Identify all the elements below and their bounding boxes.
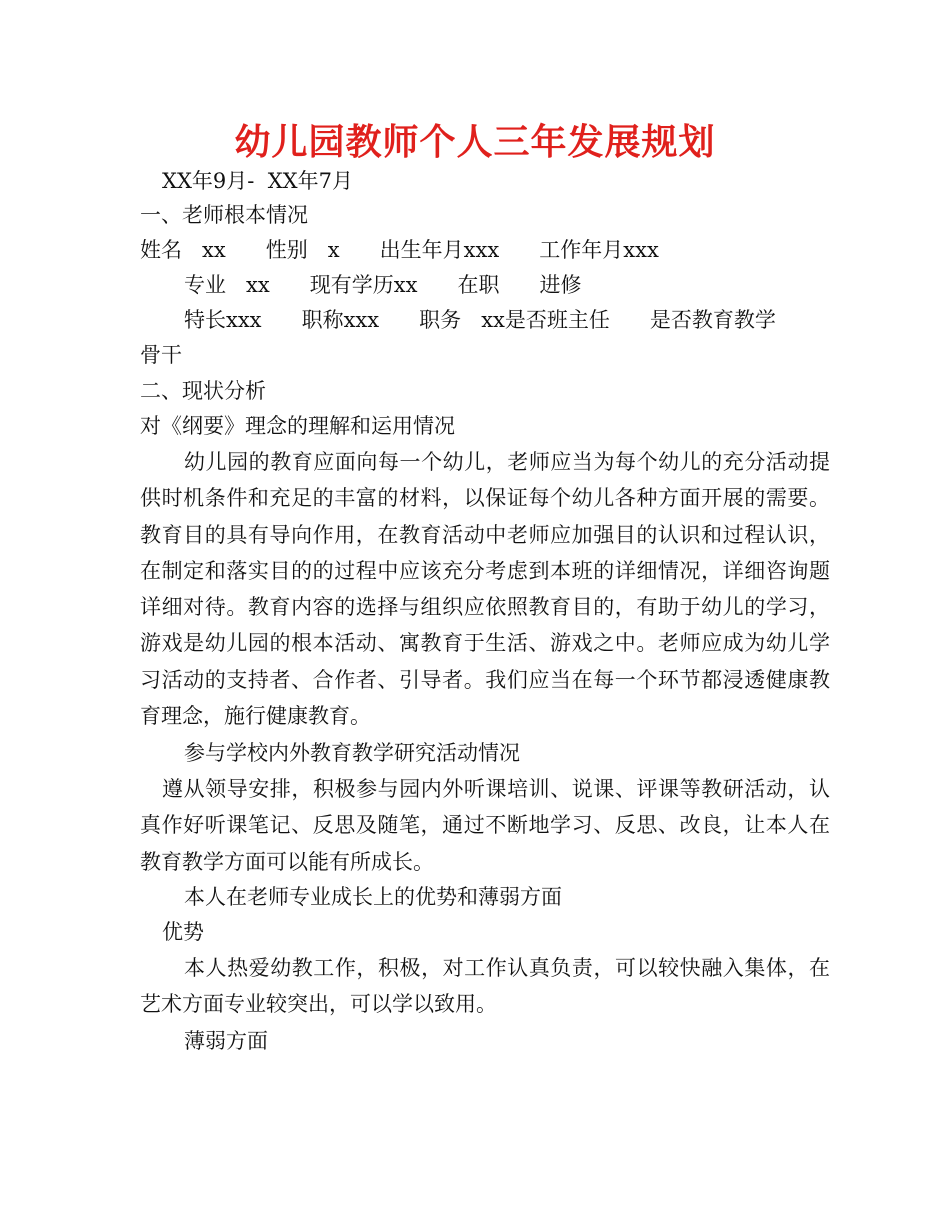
subheading-research-activities: 参与学校内外教育教学研究活动情况 (184, 741, 520, 765)
info-row-specialty-cont: 骨干 (140, 343, 182, 367)
strength-label: 优势 (162, 920, 204, 944)
info-row-name: 姓名 xx 性别 x 出生年月xxx 工作年月xxx (140, 238, 659, 262)
subheading-outline-understanding: 对《纲要》理念的理解和运用情况 (140, 414, 455, 438)
paragraph-strengths: 本人热爱幼教工作，积极，对工作认真负责，可以较快融入集体，在艺术方面专业较突出，可以学以致用。 (140, 956, 830, 1017)
subheading-strengths-weaknesses: 本人在老师专业成长上的优势和薄弱方面 (184, 885, 562, 909)
paragraph-research-activities: 遵从领导安排，积极参与园内外听课培训、说课、评课等教研活动，认真作好听课笔记、反思及随笔，通过不断地学习、反思、改良，让本人在教育教学方面可以能有所成长。 (140, 777, 830, 874)
weakness-label: 薄弱方面 (184, 1029, 268, 1053)
section-heading-analysis: 二、现状分析 (140, 379, 266, 403)
date-range: XX年9月- XX年7月 (162, 169, 353, 193)
info-row-major: 专业 xx 现有学历xx 在职 进修 (184, 273, 582, 297)
document-title: 幼儿园教师个人三年发展规划 (234, 122, 716, 163)
info-row-specialty: 特长xxx 职称xxx 职务 xx是否班主任 是否教育教学 (184, 308, 776, 332)
paragraph-outline-understanding: 幼儿园的教育应面向每一个幼儿，老师应当为每个幼儿的充分活动提供时机条件和充足的丰富的材料，以保证每个幼儿各种方面开展的需要。教育目的具有导向作用，在教育活动中老师应加强目的认识和过程认识，在制定和落实目的的过程中应该充分考虑到本班的详细情况，详细咨询题详细对待。教育内容的选择与组织应依照教育目的，有助于幼儿的学习，游戏是幼儿园的根本活动、寓教育于生活、游戏之中。老师应成为幼儿学习活动的支持者、合作者、引导者。我们应当在每一个环节都浸透健康教育理念，施行健康教育。 (140, 450, 830, 729)
section-heading-basic-info: 一、老师根本情况 (140, 203, 308, 227)
